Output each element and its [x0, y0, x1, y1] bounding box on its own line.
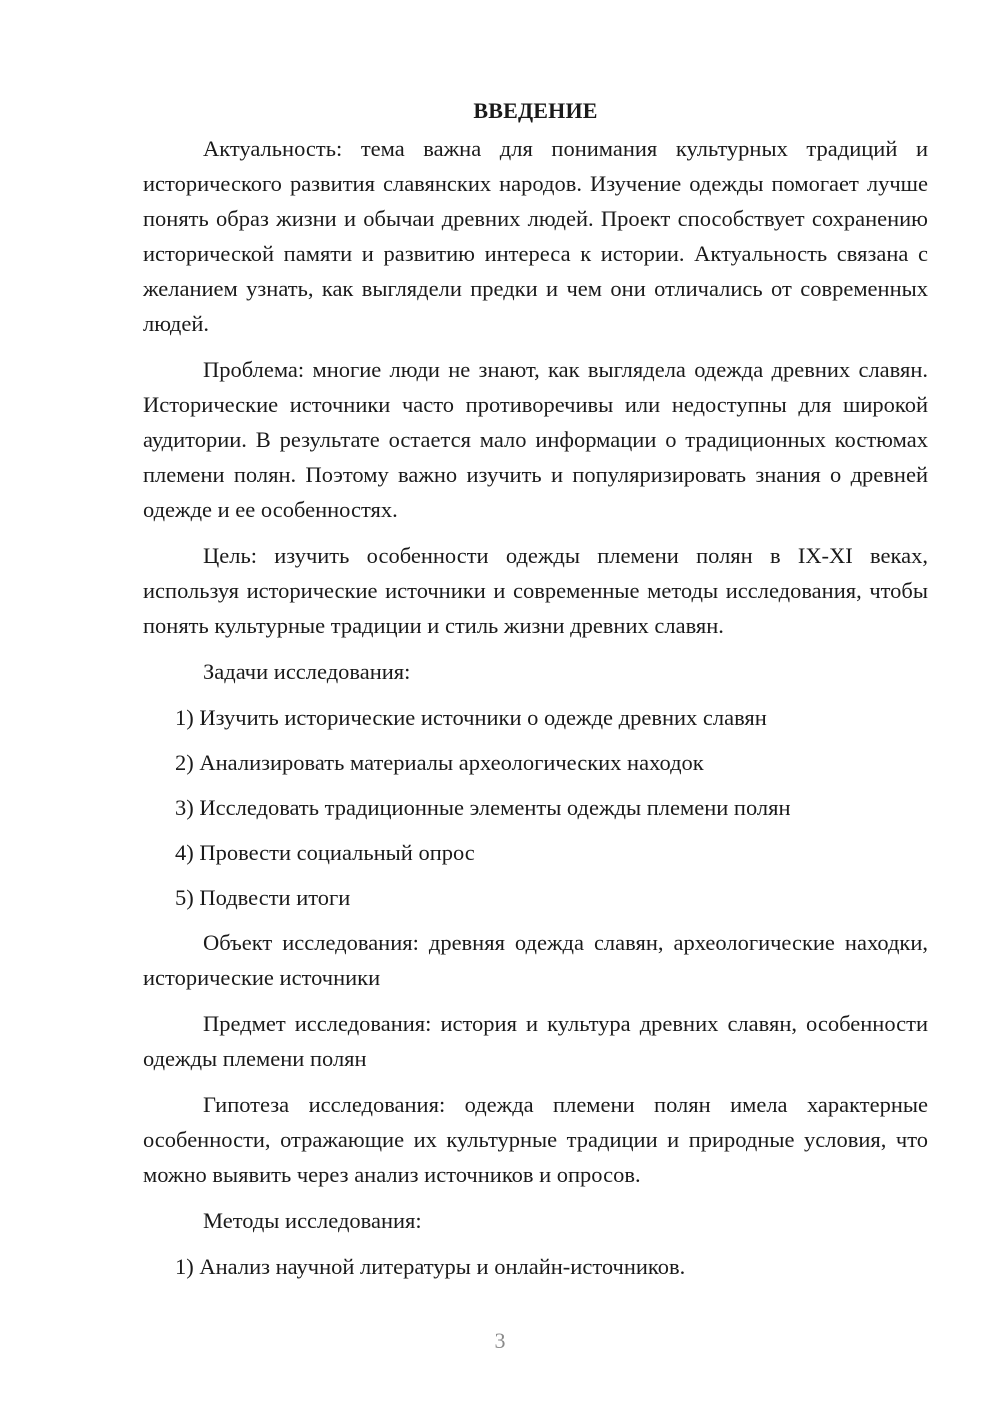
task-list-item: 2) Анализировать материалы археологических находок: [175, 750, 704, 775]
goal-paragraph: Цель: изучить особенности одежды племени полян в IX-XI веках, используя исторические источники и современные методы исследования, чтобы понять культурные традиции и стиль жизни древних славян.: [143, 543, 928, 638]
tasks-heading: Задачи исследования:: [203, 659, 411, 684]
task-list-item: 1) Изучить исторические источники о одежде древних славян: [175, 705, 767, 730]
relevance-paragraph: Актуальность: тема важна для понимания культурных традиций и исторического развития славянских народов. Изучение одежды помогает лучше понять образ жизни и обычаи древних людей. Проект способствует сохранению исторической памяти и развитию интереса к истории. Актуальность связана с желанием узнать, как выглядели предки и чем они отличались от современных людей.: [143, 136, 928, 336]
method-list-item: 1) Анализ научной литературы и онлайн-источников.: [175, 1254, 686, 1279]
task-list-item: 4) Провести социальный опрос: [175, 840, 475, 865]
methods-heading: Методы исследования:: [203, 1208, 422, 1233]
task-list-item: 3) Исследовать традиционные элементы одежды племени полян: [175, 795, 791, 820]
page-number: 3: [494, 1328, 506, 1353]
object-paragraph: Объект исследования: древняя одежда славян, археологические находки, исторические источники: [143, 930, 928, 990]
hypothesis-paragraph: Гипотеза исследования: одежда племени полян имела характерные особенности, отражающие их культурные традиции и природные условия, что можно выявить через анализ источников и опросов.: [143, 1092, 928, 1187]
subject-paragraph: Предмет исследования: история и культура древних славян, особенности одежды племени полян: [143, 1011, 928, 1071]
document-page: [143, 95, 928, 1294]
task-list-item: 5) Подвести итоги: [175, 885, 351, 910]
problem-paragraph: Проблема: многие люди не знают, как выглядела одежда древних славян. Исторические источники часто противоречивы или недоступны для широкой аудитории. В результате остается мало информации о традиционных костюмах племени полян. Поэтому важно изучить и популяризировать знания о древней одежде и ее особенностях.: [143, 357, 928, 522]
section-title: ВВЕДЕНИЕ: [473, 98, 598, 123]
